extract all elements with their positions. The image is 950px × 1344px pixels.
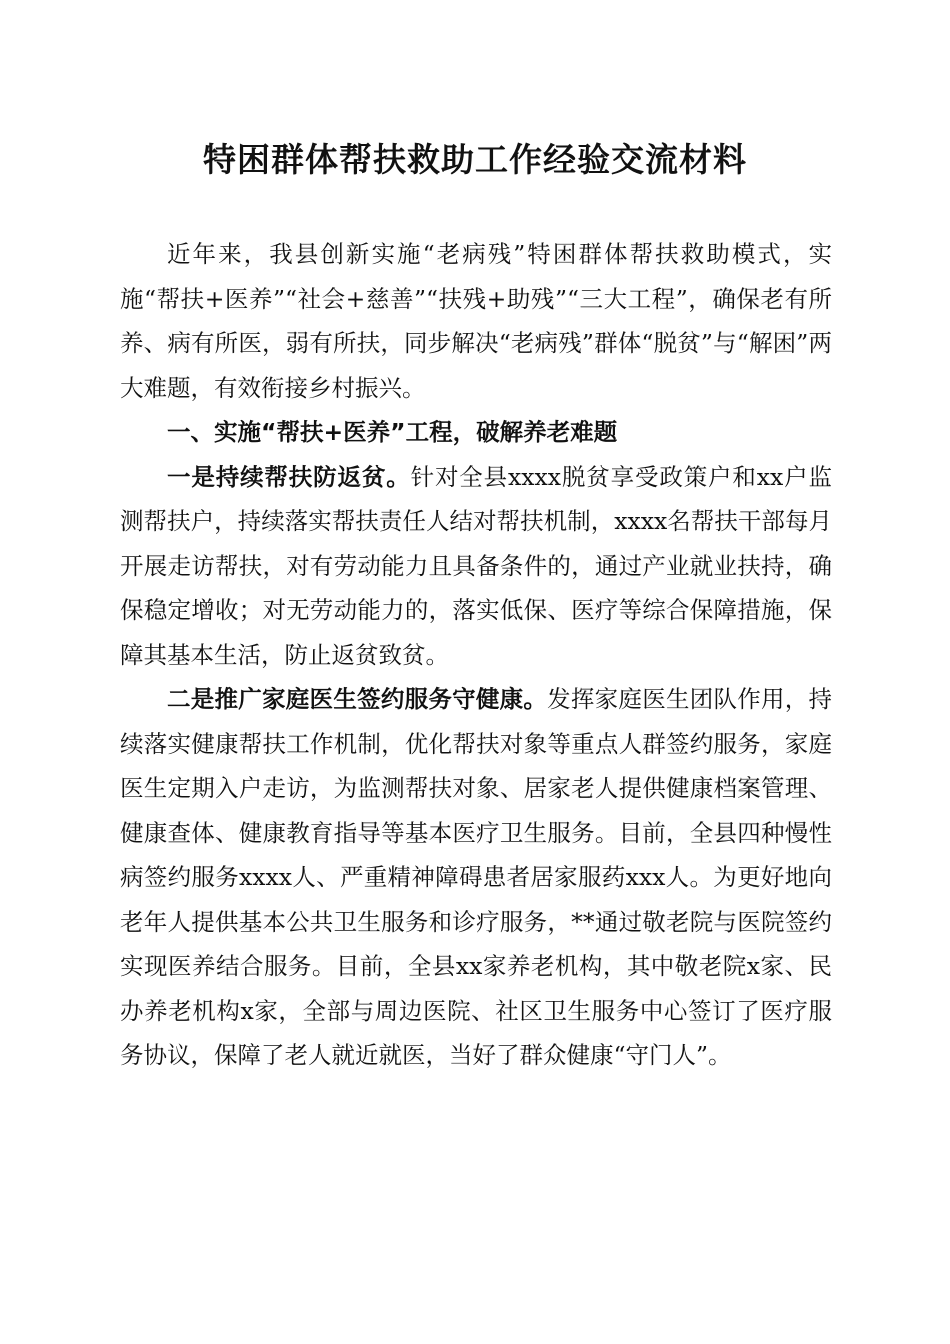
document-title: 特困群体帮扶救助工作经验交流材料 [203,140,747,179]
paragraph-lead: 二是推广家庭医生签约服务守健康。 [167,685,548,713]
document-body [120,232,832,1078]
paragraph-poverty-prevention [120,455,832,678]
section-heading: 一、实施“帮扶+医养”工程，破解养老难题 [167,418,618,446]
paragraph-text: 针对全县xxxx脱贫享受政策户和xx户监测帮扶户，持续落实帮扶责任人结对帮扶机制，xxxx名帮扶干部每月开展走访帮扶，对有劳动能力且具备条件的，通过产业就业扶持，确保稳定增收；对无劳动能力的，落实低保、医疗等综合保障措施，保障其基本生活，防止返贫致贫。 [120,462,832,669]
intro-paragraph: 近年来，我县创新实施“老病残”特困群体帮扶救助模式，实施“帮扶+医养”“社会+慈善”“扶残+助残”“三大工程”，确保老有所养、病有所医，弱有所扶，同步解决“老病残”群体“脱贫”与“解困”两大难题，有效衔接乡村振兴。 [120,240,832,402]
paragraph-text: 发挥家庭医生团队作用，持续落实健康帮扶工作机制，优化帮扶对象等重点人群签约服务，家庭医生定期入户走访，为监测帮扶对象、居家老人提供健康档案管理、健康查体、健康教育指导等基本医疗卫生服务。目前，全县四种慢性病签约服务xxxx人、严重精神障碍患者居家服药xxx人。为更好地向老年人提供基本公共卫生服务和诊疗服务，**通过敬老院与医院签约实现医养结合服务。目前，全县xx家养老机构，其中敬老院x家、民办养老机构x家，全部与周边医院、社区卫生服务中心签订了医疗服务协议，保障了老人就近就医，当好了群众健康“守门人”。 [120,685,833,1069]
paragraph-family-doctor [120,677,832,1078]
paragraph-lead: 一是持续帮扶防返贫。 [167,462,411,491]
